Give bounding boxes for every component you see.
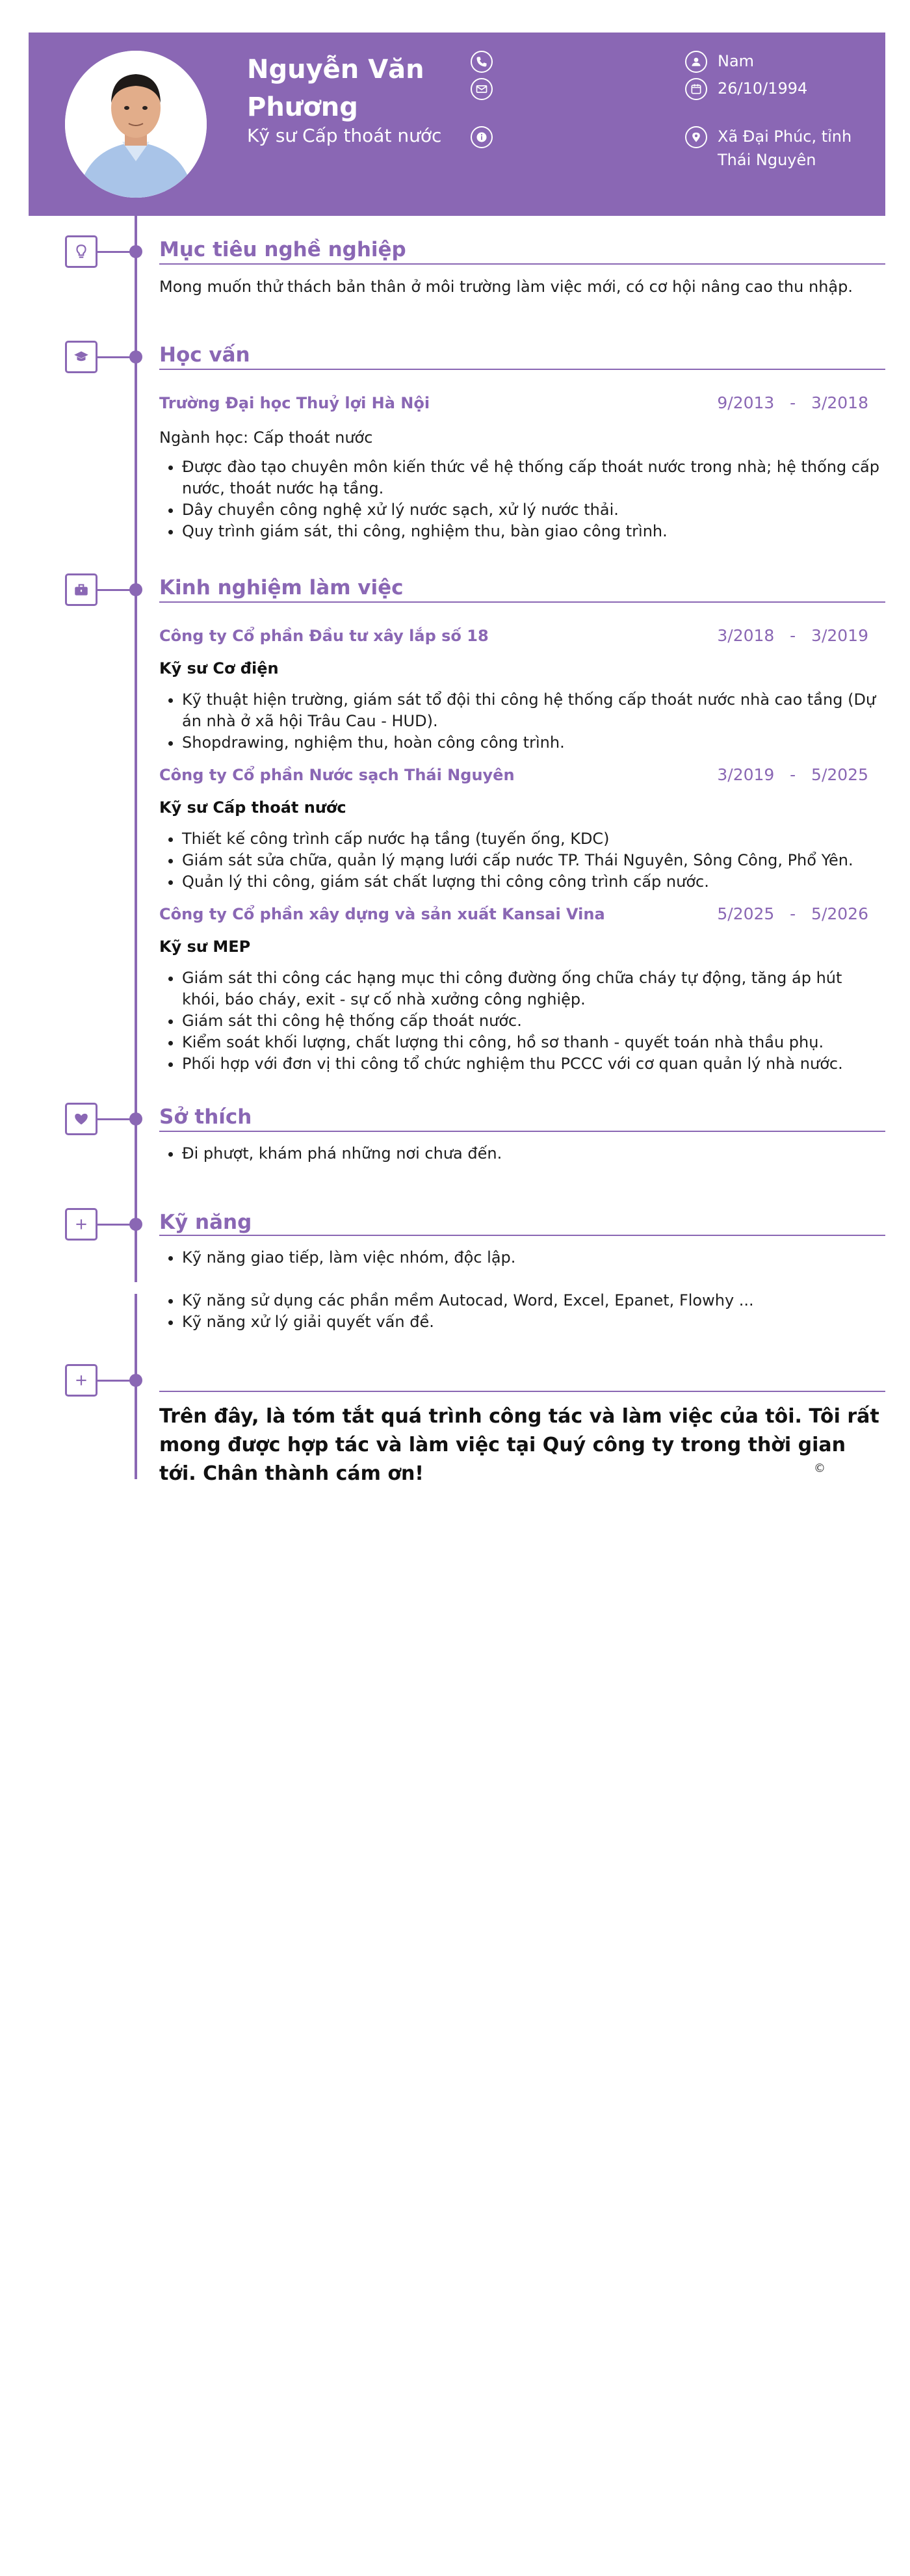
list-item: Phối hợp với đơn vị thi công tổ chức nghiệm thu PCCC với cơ quan quản lý nhà nước. xyxy=(159,1053,881,1075)
address-value: Xã Đại Phúc, tỉnh Thái Nguyên xyxy=(718,127,852,169)
list-item: Giám sát thi công các hạng mục thi công đường ống chữa cháy tự động, tăng áp hút khói, báo cháy, exit - sự cố nhà xưởng công nghiệp. xyxy=(159,967,881,1010)
objective-text: Mong muốn thử thách bản thân ở môi trường làm việc mới, có cơ hội nâng cao thu nhập. xyxy=(159,278,853,296)
map-pin-icon xyxy=(685,126,707,148)
calendar-icon xyxy=(685,78,707,100)
list-item: Quản lý thi công, giám sát chất lượng thi công công trình cấp nước. xyxy=(159,871,881,893)
section-connector xyxy=(98,1380,131,1382)
education-bullets xyxy=(159,456,881,542)
list-item: Quy trình giám sát, thi công, nghiệm thu, bàn giao công trình. xyxy=(159,521,881,542)
job-period: 5/2025 - 5/2026 xyxy=(717,904,868,923)
section-connector xyxy=(98,589,131,591)
job-role: Kỹ sư Cơ điện xyxy=(159,659,279,677)
birthdate-value: 26/10/1994 xyxy=(718,79,808,98)
school-name: Trường Đại học Thuỷ lợi Hà Nội xyxy=(159,394,430,412)
section-divider xyxy=(159,601,885,603)
lightbulb-icon xyxy=(65,235,98,268)
timeline-dot xyxy=(129,1218,142,1231)
candidate-title: Kỹ sư Cấp thoát nước xyxy=(247,125,442,146)
company-name: Công ty Cổ phần Nước sạch Thái Nguyên xyxy=(159,766,515,784)
plus-icon xyxy=(65,1364,98,1397)
profile-header xyxy=(29,33,885,216)
section-divider xyxy=(159,1131,885,1132)
user-icon xyxy=(685,51,707,73)
section-connector xyxy=(98,356,131,358)
company-name: Công ty Cổ phần Đầu tư xây lắp số 18 xyxy=(159,627,489,645)
list-item: Được đào tạo chuyên môn kiến thức về hệ thống cấp thoát nước trong nhà; hệ thống cấp nước, thoát nước hạ tầng. xyxy=(159,456,881,499)
skills-bullets xyxy=(159,1247,881,1268)
job-bullets xyxy=(159,828,881,893)
graduation-cap-icon xyxy=(65,341,98,373)
section-title-objective: Mục tiêu nghề nghiệp xyxy=(159,238,406,261)
phone-icon[interactable] xyxy=(471,51,493,73)
section-title-skills: Kỹ năng xyxy=(159,1211,252,1234)
plus-icon xyxy=(65,1208,98,1241)
list-item: Thiết kế công trình cấp nước hạ tầng (tuyến ống, KDC) xyxy=(159,828,881,850)
closing-statement: Trên đây, là tóm tắt quá trình công tác và làm việc của tôi. Tôi rất mong được hợp tác và làm việc tại Quý công ty trong thời gian tới. Chân thành cám ơn! xyxy=(159,1405,879,1485)
section-title-education: Học vấn xyxy=(159,343,250,367)
list-item: Dây chuyền công nghệ xử lý nước sạch, xử lý nước thải. xyxy=(159,499,881,521)
info-icon[interactable] xyxy=(471,126,493,148)
job-role: Kỹ sư MEP xyxy=(159,938,251,956)
list-item: Shopdrawing, nghiệm thu, hoàn công công trình. xyxy=(159,732,881,754)
job-role: Kỹ sư Cấp thoát nước xyxy=(159,798,346,817)
list-item: Đi phượt, khám phá những nơi chưa đến. xyxy=(159,1143,881,1164)
skills-bullets xyxy=(159,1290,881,1333)
section-connector xyxy=(98,251,131,253)
email-icon[interactable] xyxy=(471,78,493,100)
profile-photo xyxy=(65,51,207,198)
list-item: Giám sát sửa chữa, quản lý mạng lưới cấp nước TP. Thái Nguyên, Sông Công, Phổ Yên. xyxy=(159,850,881,871)
timeline-dot xyxy=(129,245,142,258)
list-item: Kỹ năng sử dụng các phần mềm Autocad, Word, Excel, Epanet, Flowhy ... xyxy=(159,1290,881,1311)
job-bullets xyxy=(159,967,881,1075)
timeline-dot xyxy=(129,1374,142,1387)
timeline-dot xyxy=(129,1112,142,1125)
avatar xyxy=(65,51,207,198)
copyright-mark: © xyxy=(814,1462,826,1475)
list-item: Giám sát thi công hệ thống cấp thoát nước. xyxy=(159,1010,881,1032)
section-connector xyxy=(98,1224,131,1226)
job-period: 3/2018 - 3/2019 xyxy=(717,626,868,645)
timeline-dot xyxy=(129,583,142,596)
list-item: Kỹ thuật hiện trường, giám sát tổ đội thi công hệ thống cấp thoát nước nhà cao tầng (Dự án nhà ở xã hội Trâu Cau - HUD). xyxy=(159,689,881,732)
section-divider xyxy=(159,263,885,265)
section-connector xyxy=(98,1118,131,1120)
timeline-dot xyxy=(129,350,142,363)
section-title-hobbies: Sở thích xyxy=(159,1105,252,1129)
education-major: Ngành học: Cấp thoát nước xyxy=(159,428,373,447)
hobbies-bullets xyxy=(159,1143,881,1164)
list-item: Kỹ năng giao tiếp, làm việc nhóm, độc lập. xyxy=(159,1247,881,1268)
section-divider xyxy=(159,1235,885,1236)
section-title-experience: Kinh nghiệm làm việc xyxy=(159,576,404,599)
section-divider xyxy=(159,369,885,370)
heart-icon xyxy=(65,1103,98,1135)
gender-value: Nam xyxy=(718,52,755,70)
section-divider xyxy=(159,1391,885,1392)
candidate-name: Nguyễn Văn Phương xyxy=(247,55,424,122)
company-name: Công ty Cổ phần xây dựng và sản xuất Kansai Vina xyxy=(159,905,605,923)
job-period: 3/2019 - 5/2025 xyxy=(717,765,868,784)
job-bullets xyxy=(159,689,881,754)
education-period: 9/2013 - 3/2018 xyxy=(717,393,868,412)
list-item: Kiểm soát khối lượng, chất lượng thi công, hồ sơ thanh - quyết toán nhà thầu phụ. xyxy=(159,1032,881,1053)
list-item: Kỹ năng xử lý giải quyết vấn đề. xyxy=(159,1311,881,1333)
briefcase-icon xyxy=(65,573,98,606)
